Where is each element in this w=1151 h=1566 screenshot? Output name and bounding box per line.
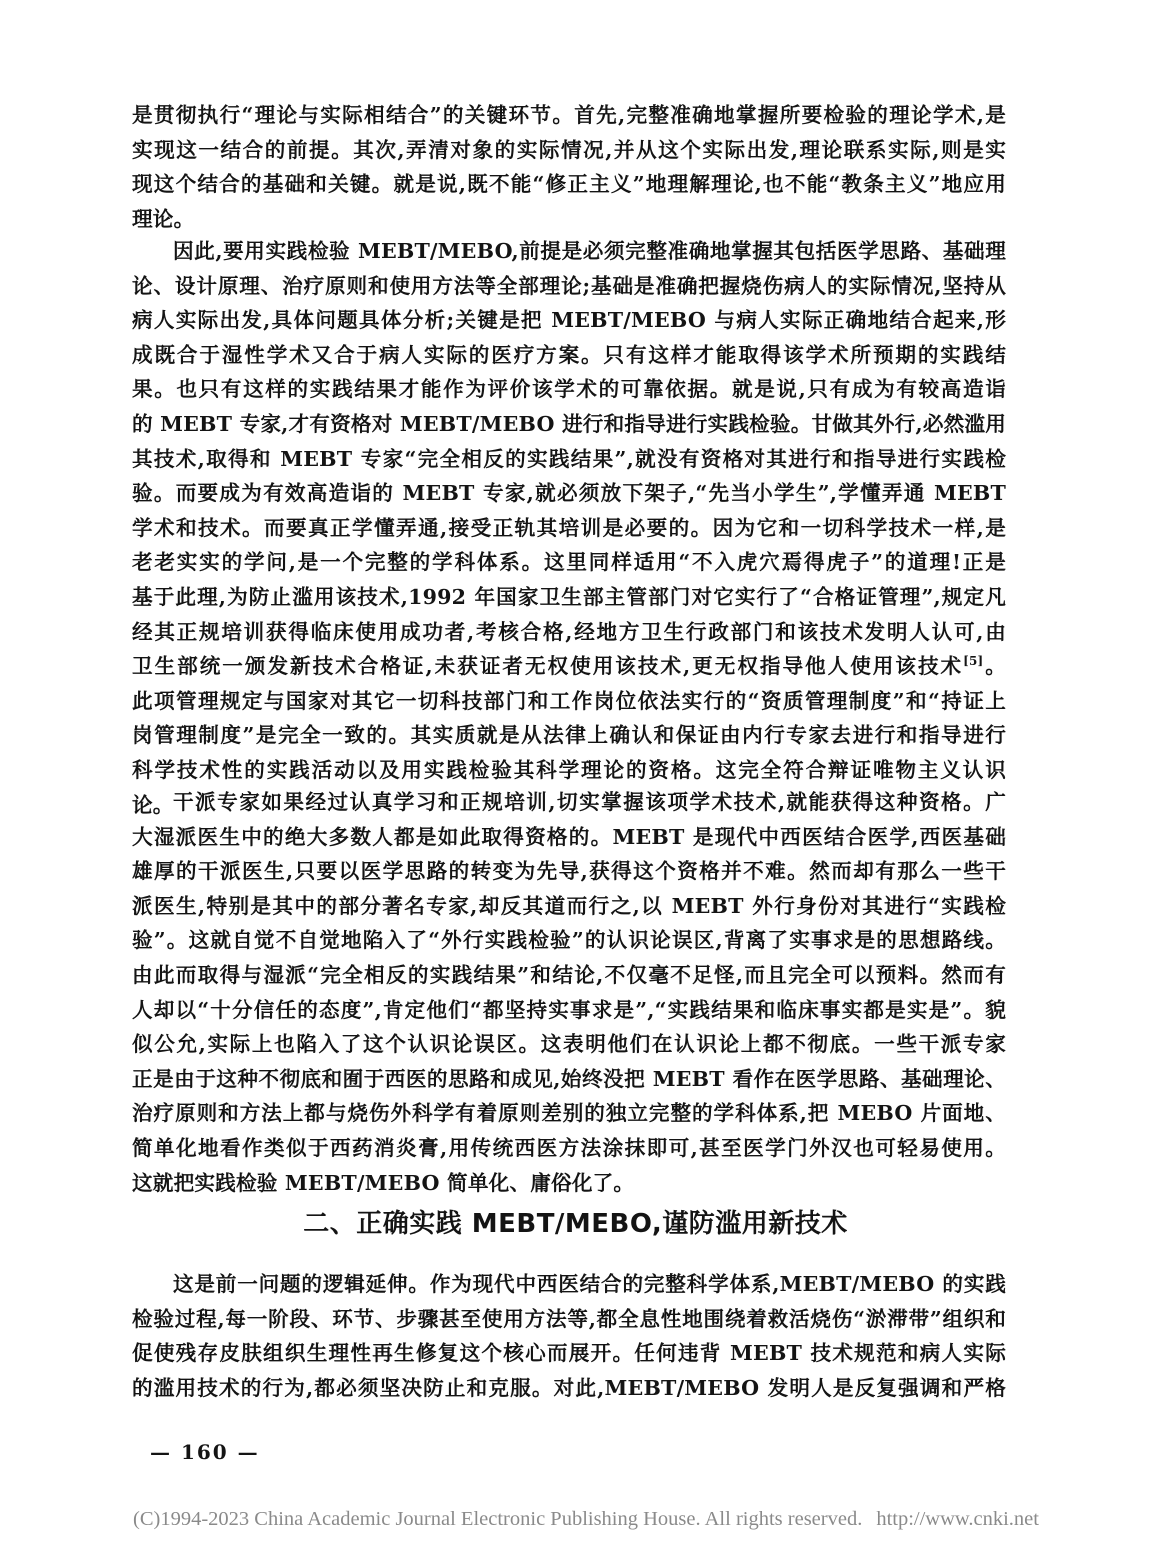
text-line: 岗管理制度”是完全一致的。其实质就是从法律上确认和保证由内行专家去进行和指导进行: [132, 723, 1006, 748]
text-line: 是贯彻执行“理论与实际相结合”的关键环节。首先,完整准确地掌握所要检验的理论学术,是: [132, 103, 1006, 127]
citation-ref: [5]: [963, 654, 984, 669]
section-heading: 二、正确实践 MEBT/MEBO,谨防滥用新技术: [303, 1209, 848, 1239]
text-line: 简单化地看作类似于西药消炎膏,用传统西医方法涂抹即可,甚至医学门外汉也可轻易使用。: [132, 1135, 1006, 1160]
copyright-text: (C)1994-2023 China Academic Journal Electronic Publishing House. All rights reserved.: [133, 1508, 863, 1530]
text-line: 检验过程,每一阶段、环节、步骤甚至使用方法等,都全息性地围绕着救活烧伤“淤滞带”组织和: [132, 1306, 1006, 1331]
text-line: 雄厚的干派医生,只要以医学思路的转变为先导,获得这个资格并不难。然而却有那么一些干: [132, 859, 1006, 884]
paragraph-practice-test: [132, 234, 1006, 822]
page-number: — 160 —: [150, 1440, 260, 1464]
text-line: 此项管理规定与国家对其它一切科技部门和工作岗位依法实行的“资质管理制度”和“持证上: [132, 688, 1006, 713]
text-line-with-citation: [132, 649, 1006, 684]
text-line: 因此,要用实践检验 MEBT/MEBO,前提是必须完整准确地掌握其包括医学思路、基础理: [173, 239, 1006, 263]
paragraph-continuation: [132, 98, 1006, 236]
text-line: 由此而取得与湿派“完全相反的实践结果”和结论,不仅毫不足怪,而且完全可以预料。然而有: [132, 962, 1006, 987]
text-line: 派医生,特别是其中的部分著名专家,却反其道而行之,以 MEBT 外行身份对其进行“实践检: [132, 893, 1006, 918]
paragraph-dry-school: [132, 785, 1006, 1200]
text-line: 现这个结合的基础和关键。就是说,既不能“修正主义”地理解理论,也不能“教条主义”地应用: [132, 172, 1006, 197]
text-line: 验”。这就自觉不自觉地陷入了“外行实践检验”的认识论误区,背离了实事求是的思想路线。: [132, 928, 1006, 953]
footer-url: http://www.cnki.net: [876, 1508, 1039, 1530]
text-line: 科学技术性的实践活动以及用实践检验其科学理论的资格。这完全符合辩证唯物主义认识: [132, 757, 1006, 782]
text-line: 治疗原则和方法上都与烧伤外科学有着原则差别的独立完整的学科体系,把 MEBO 片面地、: [132, 1101, 1006, 1126]
text-line: 基于此理,为防止滥用该技术,1992 年国家卫生部主管部门对它实行了“合格证管理”,规定凡: [132, 584, 1006, 609]
text-line: 似公允,实际上也陷入了这个认识论误区。这表明他们在认识论上都不彻底。一些干派专家: [132, 1032, 1006, 1057]
text-line: 论。: [132, 792, 174, 817]
text-line: 其技术,取得和 MEBT 专家“完全相反的实践结果”,就没有资格对其进行和指导进行实践检: [132, 446, 1006, 471]
text-line: 实现这一结合的前提。其次,弄清对象的实际情况,并从这个实际出发,理论联系实际,则是实: [132, 137, 1006, 162]
text-line: 卫生部统一颁发新技术合格证,未获证者无权使用该技术,更无权指导他人使用该技术: [132, 654, 964, 679]
text-line: 这就把实践检验 MEBT/MEBO 简单化、庸俗化了。: [132, 1170, 635, 1195]
text-line: 正是由于这种不彻底和囿于西医的思路和成见,始终没把 MEBT 看作在医学思路、基础理论、: [132, 1066, 1006, 1091]
text-line: 论、设计原理、治疗原则和使用方法等全部理论;基础是准确把握烧伤病人的实际情况,坚持从: [132, 273, 1006, 298]
text-line: 老老实实的学问,是一个完整的学科体系。这里同样适用“不入虎穴焉得虎子”的道理!正是: [132, 550, 1006, 575]
text-line-tail: 。: [983, 654, 1007, 679]
text-line: 大湿派医生中的绝大多数人都是如此取得资格的。MEBT 是现代中西医结合医学,西医基础: [132, 824, 1006, 849]
text-line: 果。也只有这样的实践结果才能作为评价该学术的可靠依据。就是说,只有成为有较高造诣: [132, 377, 1006, 402]
text-line: 病人实际出发,具体问题具体分析;关键是把 MEBT/MEBO 与病人实际正确地结合起来,形: [132, 308, 1006, 333]
text-line: 的滥用技术的行为,都必须坚决防止和克服。对此,MEBT/MEBO 发明人是反复强调和严格: [132, 1375, 1006, 1400]
copyright-footer: [133, 1508, 1039, 1531]
text-line: 验。而要成为有效高造诣的 MEBT 专家,就必须放下架子,“先当小学生”,学懂弄通 MEBT: [132, 481, 1006, 506]
text-line: 理论。: [132, 206, 195, 231]
paragraph-section-two: [132, 1267, 1006, 1405]
text-line: 的 MEBT 专家,才有资格对 MEBT/MEBO 进行和指导进行实践检验。甘做其外行,必然滥用: [132, 411, 1007, 436]
text-line: 干派专家如果经过认真学习和正规培训,切实掌握该项学术技术,就能获得这种资格。广: [173, 790, 1006, 814]
text-line: 经其正规培训获得临床使用成功者,考核合格,经地方卫生行政部门和该技术发明人认可,由: [132, 619, 1006, 644]
text-line: 这是前一问题的逻辑延伸。作为现代中西医结合的完整科学体系,MEBT/MEBO 的实践: [173, 1272, 1006, 1296]
text-line: 学术和技术。而要真正学懂弄通,接受正轨其培训是必要的。因为它和一切科学技术一样,是: [132, 515, 1006, 540]
text-line: 促使残存皮肤组织生理性再生修复这个核心而展开。任何违背 MEBT 技术规范和病人实际: [132, 1341, 1006, 1366]
text-line: 成既合于湿性学术又合于病人实际的医疗方案。只有这样才能取得该学术所预期的实践结: [132, 342, 1006, 367]
text-line: 人却以“十分信任的态度”,肯定他们“都坚持实事求是”,“实践结果和临床事实都是实是”。貌: [132, 997, 1006, 1022]
